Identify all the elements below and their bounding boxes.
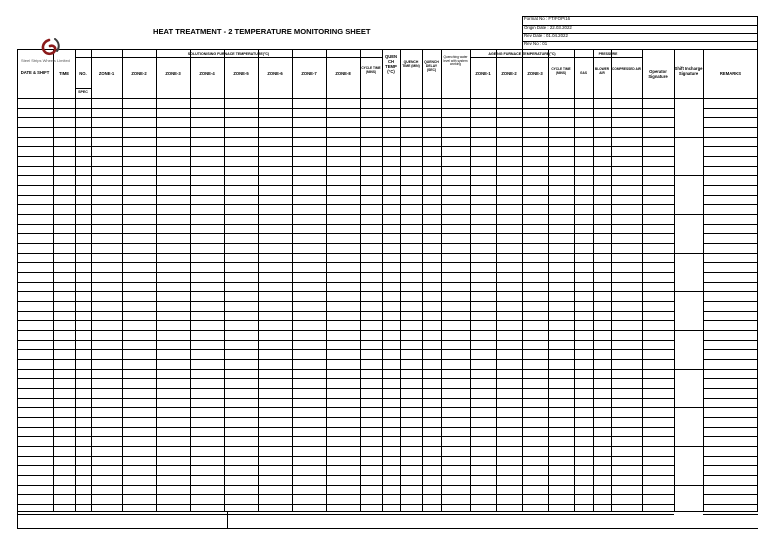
grid-line-h — [703, 195, 758, 196]
col-sol-zone-4: ZONE-4 — [199, 71, 215, 76]
col-pressure-blower-air: BLOWER AIR — [594, 67, 610, 75]
grid-line-v — [122, 49, 123, 511]
grid-line-h — [703, 262, 758, 263]
grid-line-v — [400, 49, 401, 511]
grid-line-h — [703, 166, 758, 167]
grid-line-h — [17, 359, 674, 360]
grid-line-v — [91, 49, 92, 511]
grid-line-v — [227, 511, 228, 528]
grid-line-v — [422, 49, 423, 511]
grid-line-h — [703, 330, 758, 331]
grid-line-h — [17, 330, 674, 331]
grid-line-h — [674, 407, 703, 408]
grid-line-v — [75, 49, 76, 511]
grid-line-h — [703, 117, 758, 118]
grid-line-h — [17, 233, 674, 234]
grid-line-v — [548, 49, 549, 511]
grid-line-h — [674, 446, 703, 447]
grid-line-h — [17, 272, 674, 273]
col-no: NO. — [79, 71, 87, 76]
monitoring-sheet — [17, 16, 758, 528]
grid-line-h — [703, 427, 758, 428]
grid-line-h — [17, 475, 674, 476]
grid-line-v — [53, 49, 54, 511]
grid-line-v — [757, 16, 758, 49]
grid-line-h — [17, 436, 674, 437]
grid-line-h — [703, 185, 758, 186]
grid-line-h — [17, 485, 674, 486]
grid-line-h — [703, 233, 758, 234]
grid-line-v — [360, 49, 361, 511]
col-date-shift: DATE & SHIFT — [20, 70, 50, 75]
grid-line-v — [611, 49, 612, 511]
grid-line-h — [674, 291, 703, 292]
grid-line-h — [75, 88, 91, 89]
col-sol-zone-5: ZONE-5 — [233, 71, 249, 76]
grid-line-h — [17, 494, 674, 495]
ageing-header: AGEING FURNACE TEMPERATURE(°C) — [488, 52, 556, 56]
col-sol-zone-7: ZONE-7 — [301, 71, 317, 76]
grid-line-h — [17, 407, 674, 408]
grid-line-v — [17, 49, 18, 528]
grid-line-h — [17, 185, 674, 186]
rev-date: Rev Date : 01.04.2022 — [524, 33, 568, 38]
grid-line-h — [17, 340, 674, 341]
origin-date: Origin Date : 22.03.2022 — [524, 25, 572, 30]
grid-line-v — [224, 49, 225, 511]
grid-line-h — [703, 282, 758, 283]
grid-line-h — [17, 108, 674, 109]
grid-line-h — [17, 398, 674, 399]
grid-line-h — [703, 272, 758, 273]
grid-line-h — [17, 311, 674, 312]
grid-line-v — [258, 49, 259, 511]
grid-line-h — [703, 504, 758, 505]
grid-line-v — [642, 49, 643, 511]
grid-line-v — [674, 49, 675, 511]
sheet-title: HEAT TREATMENT - 2 TEMPERATURE MONITORING SHEET — [153, 27, 371, 36]
grid-line-v — [593, 49, 594, 511]
grid-line-h — [17, 224, 674, 225]
company-logo — [35, 38, 71, 56]
grid-line-h — [703, 311, 758, 312]
grid-line-v — [522, 49, 523, 511]
grid-line-h — [522, 41, 758, 42]
grid-line-h — [17, 369, 674, 370]
grid-line-h — [703, 320, 758, 321]
grid-line-h — [703, 514, 758, 515]
col-time: TIME — [58, 71, 69, 76]
grid-line-v — [292, 49, 293, 511]
col-remarks: REMARKS — [719, 71, 742, 76]
grid-line-h — [703, 137, 758, 138]
grid-line-h — [17, 214, 674, 215]
grid-line-h — [17, 291, 674, 292]
grid-line-h — [703, 369, 758, 370]
col-sol-cycle-time: CYCLE TIME (MINS) — [361, 66, 381, 74]
col-shift-incharge-signature: Shift Incharge Signature — [674, 66, 703, 77]
col-pressure-compressed-air: COMPRESSED AIR — [612, 67, 641, 71]
grid-line-h — [17, 117, 674, 118]
grid-line-h — [703, 127, 758, 128]
grid-line-h — [17, 456, 674, 457]
grid-line-h — [674, 175, 703, 176]
grid-line-h — [17, 504, 674, 505]
grid-line-h — [703, 224, 758, 225]
grid-line-h — [17, 49, 758, 50]
grid-line-v — [522, 16, 523, 49]
grid-line-h — [703, 156, 758, 157]
grid-line-h — [17, 156, 674, 157]
grid-line-h — [703, 407, 758, 408]
col-quenching-water: Quenching water level with system working — [443, 55, 468, 67]
grid-line-h — [17, 301, 674, 302]
grid-line-v — [382, 49, 383, 511]
grid-line-h — [703, 349, 758, 350]
grid-line-h — [17, 262, 674, 263]
col-quench-delay: QUENCH DELAY (SEC) — [424, 60, 439, 73]
col-quench-time: QUENCH TIME (MIN) — [402, 60, 420, 69]
grid-line-v — [156, 49, 157, 511]
col-sol-zone-3: ZONE-3 — [165, 71, 181, 76]
grid-line-h — [17, 282, 674, 283]
grid-line-v — [757, 49, 758, 511]
grid-line-h — [17, 204, 674, 205]
grid-line-h — [703, 291, 758, 292]
grid-line-h — [703, 146, 758, 147]
grid-line-h — [703, 465, 758, 466]
grid-line-h — [703, 243, 758, 244]
grid-line-h — [17, 349, 674, 350]
rev-no: Rev No : 01 — [524, 41, 548, 46]
grid-line-v — [574, 49, 575, 511]
grid-line-v — [326, 49, 327, 511]
grid-line-h — [703, 436, 758, 437]
logo-swoosh-red — [43, 40, 55, 54]
grid-line-h — [17, 446, 674, 447]
grid-line-h — [17, 511, 758, 512]
col-operator-signature: Operator Signature — [648, 69, 668, 80]
col-spec: SPEC — [78, 90, 88, 94]
grid-line-h — [703, 417, 758, 418]
grid-line-h — [674, 330, 703, 331]
grid-line-h — [703, 175, 758, 176]
grid-line-h — [703, 204, 758, 205]
grid-line-h — [703, 359, 758, 360]
grid-line-h — [674, 253, 703, 254]
grid-line-v — [703, 49, 704, 511]
grid-line-v — [496, 49, 497, 511]
grid-line-h — [17, 417, 674, 418]
format-no: Format No : FT/FOP/16 — [524, 16, 571, 21]
grid-line-h — [17, 98, 758, 99]
grid-line-h — [17, 514, 674, 515]
grid-line-h — [703, 494, 758, 495]
grid-line-h — [17, 320, 674, 321]
col-sol-zone-1: ZONE-1 — [98, 71, 115, 76]
col-sol-zone-2: ZONE-2 — [131, 71, 147, 76]
pressure-header: PRESSURE — [598, 52, 618, 56]
col-sol-zone-6: ZONE-6 — [267, 71, 283, 76]
grid-line-h — [703, 108, 758, 109]
grid-line-h — [703, 340, 758, 341]
grid-line-v — [441, 49, 442, 511]
grid-line-h — [674, 369, 703, 370]
grid-line-h — [703, 214, 758, 215]
col-sol-zone-8: ZONE-8 — [335, 71, 351, 76]
grid-line-v — [470, 49, 471, 511]
grid-line-h — [703, 475, 758, 476]
grid-line-h — [17, 243, 674, 244]
company-name: Steel Strips Wheels Limited — [21, 58, 70, 63]
grid-line-h — [17, 388, 674, 389]
col-pressure-gas: GAS — [580, 71, 587, 75]
grid-line-h — [17, 137, 674, 138]
col-age-zone-1: ZONE-1 — [475, 71, 491, 76]
grid-line-h — [17, 465, 674, 466]
grid-line-h — [17, 127, 674, 128]
grid-line-h — [17, 378, 674, 379]
grid-line-h — [674, 485, 703, 486]
col-age-zone-2: ZONE-2 — [501, 71, 517, 76]
grid-line-h — [703, 388, 758, 389]
col-age-zone-3: ZONE-3 — [527, 71, 543, 76]
grid-line-h — [703, 301, 758, 302]
grid-line-h — [703, 456, 758, 457]
grid-line-h — [674, 137, 703, 138]
grid-line-h — [703, 485, 758, 486]
grid-line-h — [703, 378, 758, 379]
col-age-cycle-time: CYCLE TIME (MINS) — [551, 67, 571, 75]
grid-line-h — [17, 175, 674, 176]
grid-line-h — [17, 166, 674, 167]
grid-line-h — [17, 427, 674, 428]
grid-line-h — [17, 195, 674, 196]
grid-line-h — [703, 446, 758, 447]
grid-line-h — [17, 253, 674, 254]
grid-line-h — [17, 146, 674, 147]
grid-line-h — [703, 253, 758, 254]
solutionising-header: SOLUTIONISING FURNACE TEMPERATURE(°C) — [187, 52, 270, 56]
grid-line-h — [703, 398, 758, 399]
col-quench-temp: QUEN CH TEMP (°C) — [384, 54, 398, 75]
grid-line-h — [674, 214, 703, 215]
grid-line-h — [17, 528, 758, 529]
grid-line-v — [190, 49, 191, 511]
